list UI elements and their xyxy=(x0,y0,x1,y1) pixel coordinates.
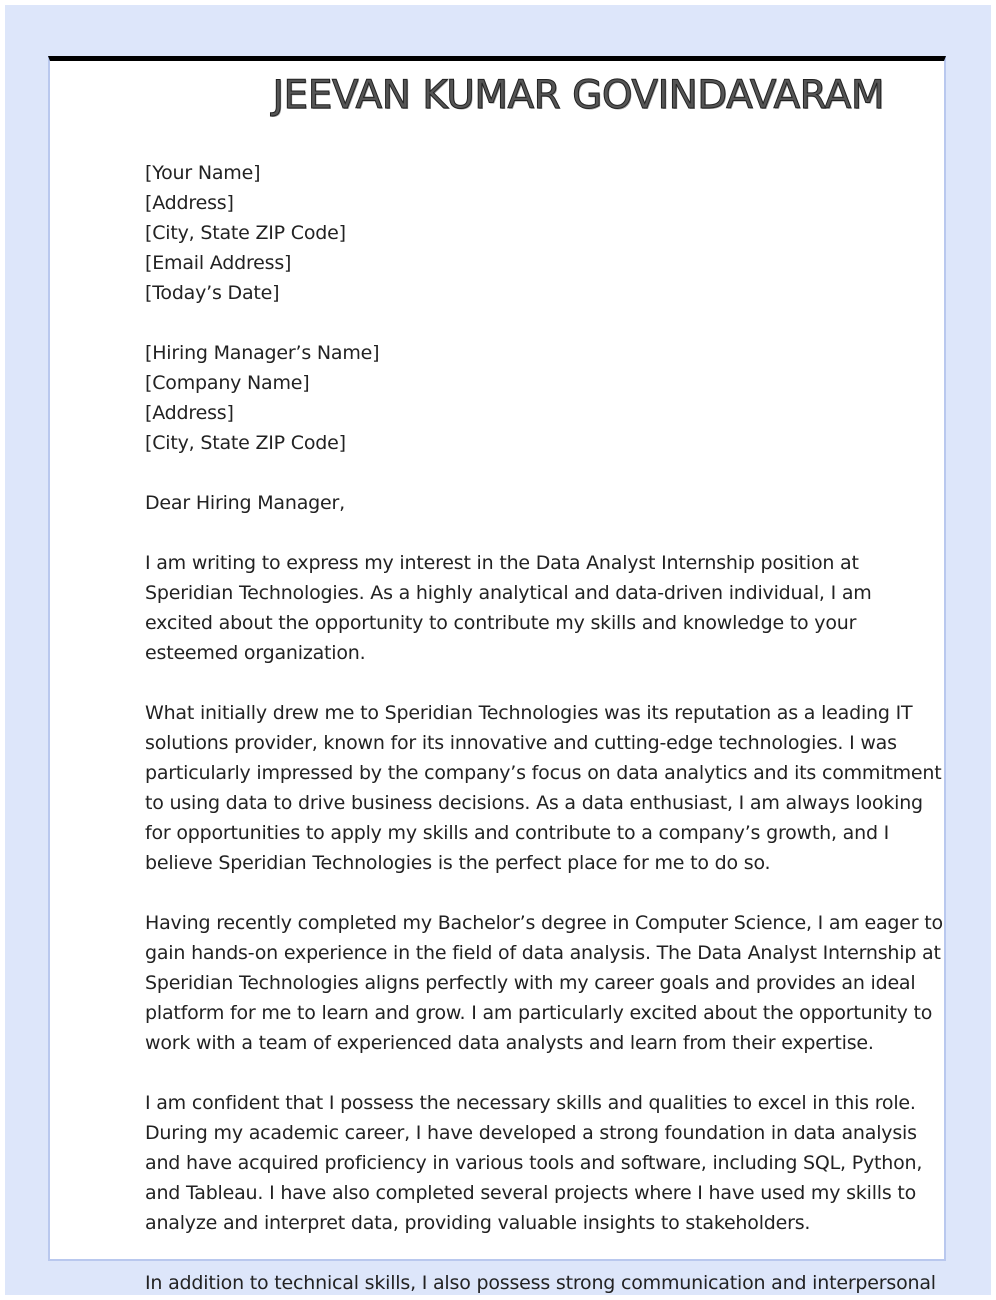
candidate-name-banner: JEEVAN KUMAR GOVINDAVARAM xyxy=(272,73,884,118)
spacer xyxy=(145,878,945,908)
recipient-city-state-zip: [City, State ZIP Code] xyxy=(145,432,346,454)
sender-city-state-zip: [City, State ZIP Code] xyxy=(145,222,346,244)
sender-email: [Email Address] xyxy=(145,252,292,274)
spacer xyxy=(145,1238,945,1268)
body-paragraph-3: Having recently completed my Bachelor’s degree in Computer Science, I am eager to gain hands-on experience in the field of data analysis. The Data Analyst Internship at Speridian Technologies aligns perfectly with my career goals and provides an ideal platform for me to learn and grow. I am particularly excited about the opportunity to work with a team of experienced data analysts and learn from their expertise. xyxy=(145,912,943,1054)
body-paragraph-1: I am writing to express my interest in the Data Analyst Internship position at Speridian Technologies. As a highly analytical and data-driven individual, I am excited about the opportunity to contribute my skills and knowledge to your esteemed organization. xyxy=(145,552,872,664)
recipient-company-name: [Company Name] xyxy=(145,372,310,394)
spacer xyxy=(145,308,945,338)
spacer xyxy=(145,1058,945,1088)
cover-letter-body xyxy=(145,158,945,1295)
body-paragraph-5: In addition to technical skills, I also possess strong communication and interpersonal xyxy=(145,1272,936,1294)
spacer xyxy=(145,458,945,488)
letter-page xyxy=(48,56,946,1294)
document-background xyxy=(5,5,991,1295)
recipient-manager-name: [Hiring Manager’s Name] xyxy=(145,342,380,364)
letter-date: [Today’s Date] xyxy=(145,282,280,304)
spacer xyxy=(145,518,945,548)
recipient-address: [Address] xyxy=(145,402,234,424)
sender-address: [Address] xyxy=(145,192,234,214)
body-paragraph-2: What initially drew me to Speridian Technologies was its reputation as a leading IT solutions provider, known for its innovative and cutting-edge technologies. I was particularly impressed by the company’s focus on data analytics and its commitment to using data to drive business decisions. As a data enthusiast, I am always looking for opportunities to apply my skills and contribute to a company’s growth, and I believe Speridian Technologies is the perfect place for me to do so. xyxy=(145,702,942,874)
body-paragraph-4: I am confident that I possess the necessary skills and qualities to excel in this role. During my academic career, I have developed a strong foundation in data analysis and have acquired proficiency in various tools and software, including SQL, Python, and Tableau. I have also completed several projects where I have used my skills to analyze and interpret data, providing valuable insights to stakeholders. xyxy=(145,1092,923,1234)
salutation: Dear Hiring Manager, xyxy=(145,492,345,514)
spacer xyxy=(145,668,945,698)
sender-name: [Your Name] xyxy=(145,162,261,184)
